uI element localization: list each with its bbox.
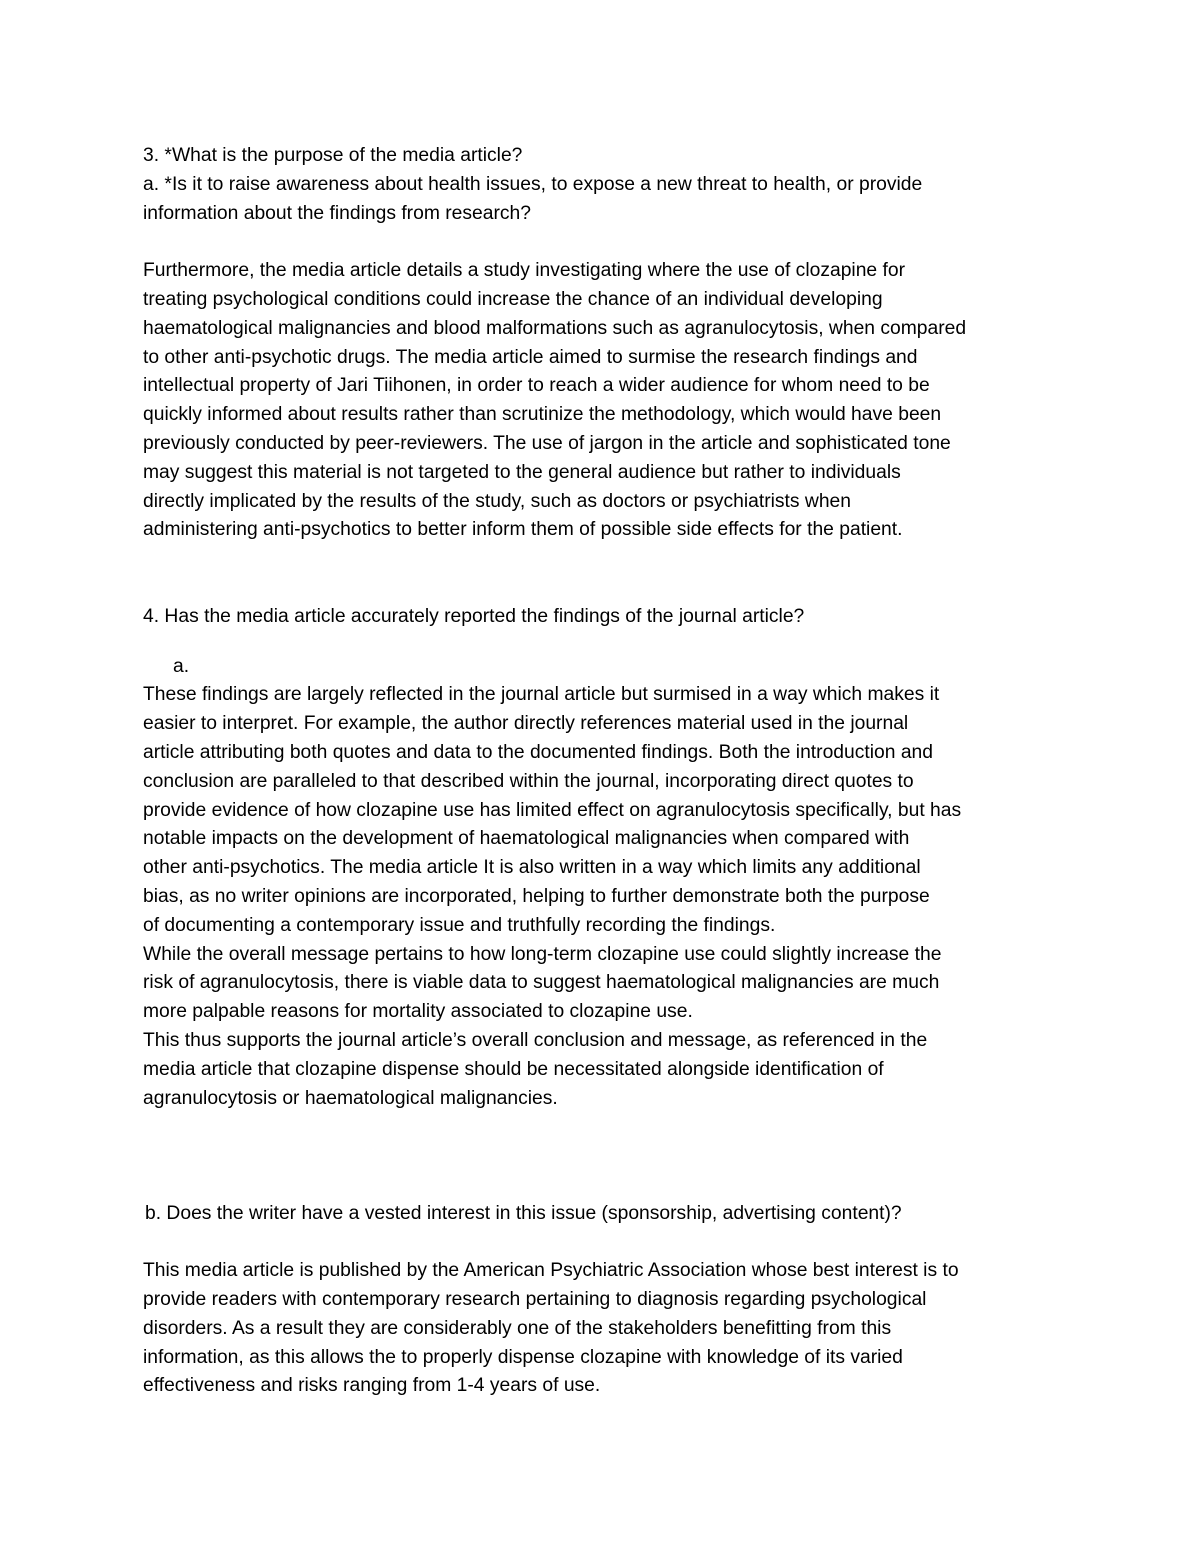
q4-answer-line: other anti-psychotics. The media article It is also written in a way which limits any additional — [143, 857, 921, 879]
q3-answer-line: intellectual property of Jari Tiihonen, in order to reach a wider audience for whom need to be — [143, 375, 930, 397]
q3-answer-line: haematological malignancies and blood malformations such as agranulocytosis, when compared — [143, 317, 967, 339]
q3-sub-question-line: a. *Is it to raise awareness about health issues, to expose a new threat to health, or provide — [143, 173, 923, 195]
q4-answer-line: This thus supports the journal article’s overall conclusion and message, as referenced in the — [143, 1029, 928, 1051]
q4-answer-line: bias, as no writer opinions are incorporated, helping to further demonstrate both the purpose — [143, 885, 930, 907]
q4-sub-b-answer-line: disorders. As a result they are considerably one of the stakeholders benefitting from this — [143, 1317, 892, 1339]
q4-sub-b-answer-line: provide readers with contemporary research pertaining to diagnosis regarding psychological — [143, 1289, 927, 1311]
q4-question: 4. Has the media article accurately reported the findings of the journal article? — [143, 605, 805, 627]
q3-answer-line: may suggest this material is not targeted to the general audience but rather to individuals — [143, 461, 901, 483]
spacer — [143, 1113, 1073, 1171]
q3-answer-line: directly implicated by the results of the study, such as doctors or psychiatrists when — [143, 490, 852, 512]
q4-answer-line: more palpable reasons for mortality associated to clozapine use. — [143, 1001, 693, 1023]
q4-answer-line: While the overall message pertains to how long-term clozapine use could slightly increase the — [143, 943, 942, 965]
spacer — [143, 228, 1073, 257]
q4-answer-line: risk of agranulocytosis, there is viable data to suggest haematological malignancies are much — [143, 972, 940, 994]
q3-answer-paragraph — [143, 257, 1073, 545]
document-body — [143, 142, 1073, 1401]
spacer — [143, 1228, 1073, 1257]
q3-answer-line: to other anti-psychotic drugs. The media article aimed to surmise the research findings and — [143, 346, 918, 368]
q4-sub-b-answer-paragraph — [143, 1257, 1073, 1401]
q4-answer-line: agranulocytosis or haematological malignancies. — [143, 1087, 558, 1109]
q3-question: 3. *What is the purpose of the media article? — [143, 145, 523, 166]
q4-answer-line: article attributing both quotes and data to the documented findings. Both the introduction and — [143, 741, 934, 763]
q4-answer-line: conclusion are paralleled to that described within the journal, incorporating direct quotes to — [143, 770, 914, 792]
q3-answer-line: treating psychological conditions could increase the chance of an individual developing — [143, 288, 883, 310]
q4-sub-b-answer-line: effectiveness and risks ranging from 1-4 years of use. — [143, 1375, 601, 1397]
q4-answer-line: These findings are largely reflected in the journal article but surmised in a way which makes it — [143, 684, 940, 706]
q3-answer-line: quickly informed about results rather than scrutinize the methodology, which would have been — [143, 404, 942, 426]
q4-answer-line: notable impacts on the development of haematological malignancies when compared with — [143, 828, 910, 850]
q3-answer-line: Furthermore, the media article details a study investigating where the use of clozapine for — [143, 260, 906, 282]
q4-sub-b-question: b. Does the writer have a vested interest in this issue (sponsorship, advertising content)? — [145, 1202, 902, 1224]
q4-answer-line: easier to interpret. For example, the author directly references material used in the journal — [143, 713, 909, 735]
spacer — [143, 632, 1073, 653]
q4-sub-b-answer-line: information, as this allows the to properly dispense clozapine with knowledge of its varied — [143, 1346, 903, 1368]
q3-answer-line: administering anti-psychotics to better inform them of possible side effects for the patient. — [143, 519, 903, 541]
q3-sub-question-line: information about the findings from research? — [143, 202, 531, 224]
q4-sub-a-label: a. — [173, 655, 190, 677]
q4-answer-line: media article that clozapine dispense should be necessitated alongside identification of — [143, 1058, 884, 1080]
spacer — [143, 1171, 1073, 1200]
q4-answer-line: provide evidence of how clozapine use has limited effect on agranulocytosis specifically, but has — [143, 799, 962, 821]
q3-answer-line: previously conducted by peer-reviewers. The use of jargon in the article and sophisticated tone — [143, 432, 951, 454]
q4-sub-b-answer-line: This media article is published by the American Psychiatric Association whose best interest is to — [143, 1260, 959, 1282]
spacer — [143, 545, 1073, 603]
q4-answer-paragraph — [143, 681, 1073, 1113]
q4-answer-line: of documenting a contemporary issue and truthfully recording the findings. — [143, 914, 776, 936]
